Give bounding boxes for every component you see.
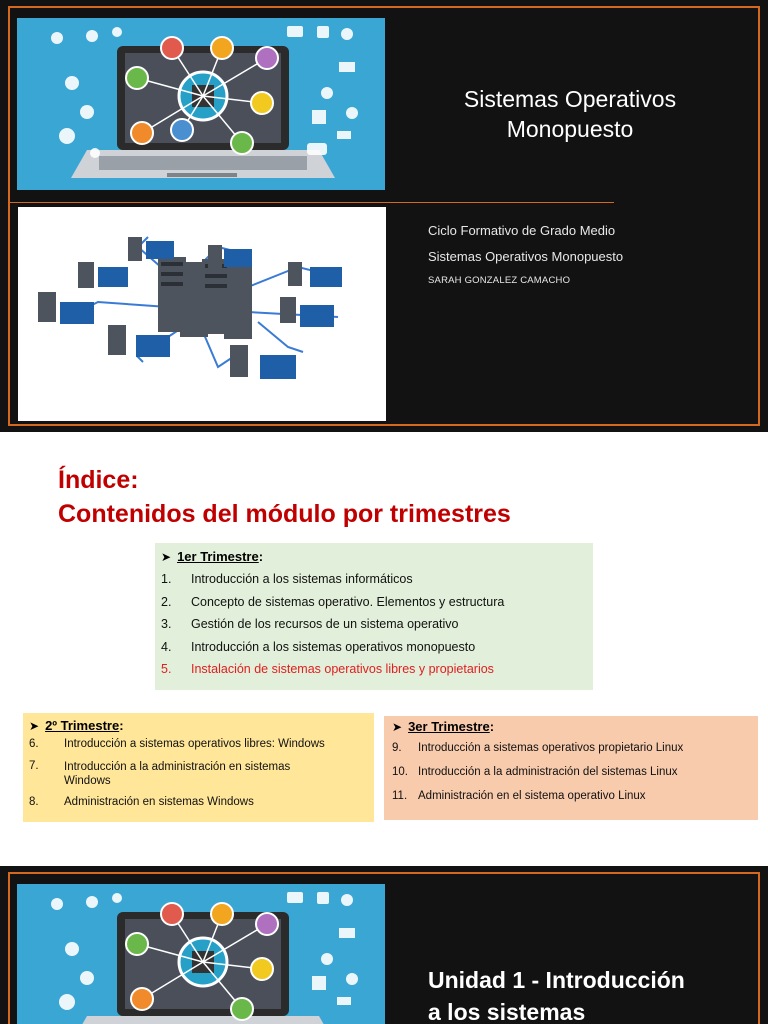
list-item: 6. Introducción a sistemas operativos libres: Windows bbox=[29, 738, 325, 750]
title-divider bbox=[8, 202, 614, 203]
unit-title-line-1: Unidad 1 - Introducción bbox=[428, 967, 685, 993]
list-item: 1. Introducción a los sistemas informáticos bbox=[161, 572, 413, 586]
list-item: 2. Concepto de sistemas operativo. Elementos y estructura bbox=[161, 594, 505, 609]
list-item: 4. Introducción a los sistemas operativos monopuesto bbox=[161, 639, 476, 654]
trimester-3-box bbox=[384, 716, 758, 820]
trimester-2-list bbox=[29, 738, 368, 808]
technology-laptop-image bbox=[17, 884, 385, 1024]
server-network-image bbox=[18, 207, 386, 421]
index-slide bbox=[0, 432, 768, 866]
presentation-title: Sistemas Operativos Monopuesto bbox=[463, 86, 677, 142]
unit-title bbox=[428, 964, 685, 1024]
network-laptop-illustration bbox=[17, 884, 385, 1024]
trimester-3-heading: ➤ 3er Trimestre: bbox=[392, 719, 495, 734]
index-subtitle: Contenidos del módulo por trimestres bbox=[58, 500, 511, 528]
trimester-1-box bbox=[155, 543, 593, 690]
list-item-highlighted: 5. Instalación de sistemas operativos libres y propietarios bbox=[161, 662, 494, 676]
title-slide bbox=[0, 0, 768, 432]
network-laptop-illustration bbox=[17, 18, 385, 190]
list-item: 7. Introducción a la administración en sistemas Windows bbox=[29, 760, 291, 787]
trimester-1-heading: ➤ 1er Trimestre: bbox=[161, 549, 264, 564]
arrow-bullet-icon: ➤ bbox=[29, 719, 40, 733]
technology-laptop-image bbox=[17, 18, 385, 190]
server-network-illustration bbox=[18, 207, 386, 421]
trimester-3-list bbox=[392, 742, 752, 814]
list-item: 11. Administración en el sistema operativo Linux bbox=[392, 790, 646, 802]
list-item: 10. Introducción a la administración del sistemas Linux bbox=[392, 766, 678, 778]
author-name: SARAH GONZALEZ CAMACHO bbox=[428, 275, 571, 286]
unit-1-slide bbox=[0, 866, 768, 1024]
unit-title-line-2: a los sistemas bbox=[428, 999, 586, 1024]
trimester-1-list bbox=[161, 572, 587, 685]
arrow-bullet-icon: ➤ bbox=[161, 550, 172, 564]
trimester-2-heading: ➤ 2º Trimestre: bbox=[29, 718, 124, 733]
arrow-bullet-icon: ➤ bbox=[392, 720, 403, 734]
list-item: 8. Administración en sistemas Windows bbox=[29, 796, 254, 808]
index-title: Índice: bbox=[58, 466, 139, 494]
module-name-text: Sistemas Operativos Monopuesto bbox=[428, 249, 624, 264]
course-cycle-text: Ciclo Formativo de Grado Medio bbox=[428, 223, 616, 238]
list-item: 9. Introducción a sistemas operativos propietario Linux bbox=[392, 742, 684, 754]
list-item: 3. Gestión de los recursos de un sistema operativo bbox=[161, 617, 459, 631]
trimester-2-box bbox=[23, 713, 374, 822]
